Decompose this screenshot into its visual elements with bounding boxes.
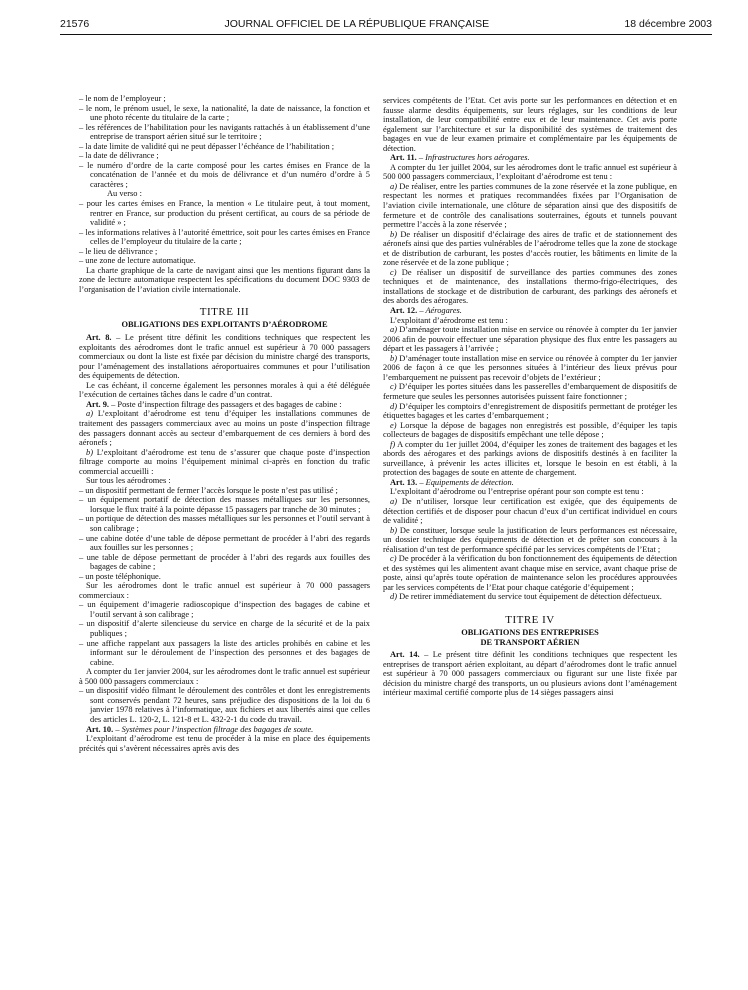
list-item: – le nom, le prénom usuel, le sexe, la nationalité, la date de naissance, la fonction et une photo récente du titulaire de la carte ;: [79, 103, 370, 123]
article-label: Art. 11.: [390, 153, 417, 163]
paragraph: c) D’équiper les portes situées dans les passerelles d’embarquement de dispositifs de fermeture que seules les personnes autorisées puissent faire fonctionner ;: [383, 382, 677, 401]
paragraph: a) D’aménager toute installation mise en service ou rénovée à compter du 1er janvier 2006 afin de pouvoir effectuer une séparation physique des flux entre les passagers au départ et les passagers à l’arrivée ;: [383, 325, 677, 354]
title-iv: TITRE IV: [505, 613, 555, 626]
list-item: – une affiche rappelant aux passagers la liste des articles prohibés en cabine et les informant sur le déroulement de l’inspection des personnes et des bagages de cabine.: [79, 638, 370, 667]
paragraph: L’exploitant d’aérodrome est tenu de procéder à la mise en place des équipements précités qui s’avèrent nécessaires après avis des: [79, 734, 370, 753]
article-12: Art. 12. – Aérogares.: [390, 306, 462, 316]
list-item: – une zone de lecture automatique.: [79, 256, 196, 266]
paragraph: a) De n’utiliser, lorsque leur certification est exigée, que des équipements de détection certifiés et de disposer pour chacun d’eux d’un certificat individuel en cours de validité ;: [383, 496, 677, 526]
title-iii-subtitle: OBLIGATIONS DES EXPLOITANTS D’AÉRODROME: [121, 320, 328, 330]
article-14: Art. 14. – Le présent titre définit les conditions techniques que respectent les entreprises de transport aérien exploitant, au départ d’aérodromes dont le trafic annuel est supérieur à 70 000 passagers commerciaux ou figurant sur une liste fixée par décision du ministre chargé des transports, un ou plusieurs avions dont l’aménagement intérieur maximal certifié comporte plus de 14 sièges passagers ainsi: [383, 650, 677, 698]
list-item: – le nom de l’employeur ;: [79, 94, 166, 103]
right-column: [383, 96, 677, 698]
page-number: 21576: [60, 18, 90, 30]
list-item: – le lieu de délivrance ;: [79, 246, 158, 256]
list-item: – un portique de détection des masses métalliques sur les personnes et l’outil servant à son calibrage ;: [79, 514, 370, 534]
paragraph: A compter du 1er juillet 2004, sur les aérodromes dont le trafic annuel est supérieur à 500 000 passagers commerciaux, l’exploitant d’aérodrome est tenu :: [383, 162, 677, 182]
paragraph: f) A compter du 1er juillet 2004, d’équiper les zones de traitement des bagages et les abords des aérogares et des parkings avions de dispositifs destinés à en faciliter la surveillance, à prévenir les actes illicites et, lorsque le besoin en est établi, à la protection des bagages de soute en attente de chargement.: [383, 439, 677, 478]
paragraph: e) Lorsque la dépose de bagages non enregistrés est possible, d’équiper les tapis collecteurs de bagages de dispositifs empêchant une telle dépose ;: [383, 420, 677, 440]
paragraph: b) L’exploitant d’aérodrome est tenu de s’assurer que chaque poste d’inspection filtrage comporte au moins l’équipement minimal ci-après en fonction du trafic commercial accueilli :: [79, 447, 370, 476]
journal-title: JOURNAL OFFICIEL DE LA RÉPUBLIQUE FRANÇAISE: [224, 18, 490, 30]
list-item: – la date limite de validité qui ne peut dépasser l’échéance de l’habilitation ;: [79, 141, 335, 151]
left-column: [79, 94, 370, 753]
article-label: Art. 12.: [390, 306, 418, 316]
paragraph: La charte graphique de la carte de navigant ainsi que les mentions figurant dans la zone de lecture automatique respectent les spécifications du document DOC 9303 de l’organisation de l’aviation civile internationale.: [79, 265, 370, 294]
article-11: Art. 11. – Infrastructures hors aérogares.: [390, 153, 530, 163]
list-item: – la date de délivrance ;: [79, 151, 159, 161]
issue-date: 18 décembre 2003: [624, 18, 712, 30]
list-equipment-500000: [79, 686, 370, 724]
header-rule: [60, 34, 712, 35]
list-equipment-all: [79, 486, 370, 581]
paragraph: Le cas échéant, il concerne également les personnes morales à qui a été déléguée l’exécution de certaines tâches dans le cadre d’un contrat.: [79, 380, 370, 400]
list-item: – un dispositif permettant de fermer l’accès lorsque le poste n’est pas utilisé ;: [79, 485, 338, 495]
article-label: Art. 9.: [86, 399, 110, 409]
list-item: – une cabine dotée d’une table de dépose permettant de procéder à l’abri des regards aux fouilles sur les personnes ;: [79, 533, 370, 553]
paragraph: d) De retirer immédiatement du service tout équipement de détection défectueux.: [390, 592, 662, 602]
title-iv-subtitle: OBLIGATIONS DES ENTREPRISES DE TRANSPORT AÉRIEN: [461, 627, 599, 647]
article-label: Art. 10.: [86, 724, 114, 734]
paragraph: L’exploitant d’aérodrome est tenu :: [390, 315, 508, 325]
paragraph: services compétents de l’Etat. Cet avis porte sur les performances en détection et en fausse alarme desdits équipements, sur leurs réglages, sur les conditions de leur installation, de leur compatibilité entre eux et de leur maintenance. Cet avis porte également sur l’architecture et sur la disponibilité des systèmes de traitement des bagages en vue de leur examen primaire et complémentaire par les équipements de détection.: [383, 96, 677, 153]
list-item: – une table de dépose permettant de procéder à l’abri des regards aux fouilles des bagages de cabine ;: [79, 552, 370, 572]
list-item: – les références de l’habilitation pour les navigants rattachés à un établissement d’une entreprise de transport aérien situé sur le territoire ;: [79, 122, 370, 142]
paragraph: b) D’aménager toute installation mise en service ou rénovée à compter du 1er janvier 2006 de façon à ce que les personnes situées à l’intérieur des lieux prévus pour l’embarquement ne puissent pas recevoir d’objets de l’extérieur ;: [383, 353, 677, 382]
paragraph: Sur les aérodromes dont le trafic annuel est supérieur à 70 000 passagers commerciaux :: [79, 581, 370, 600]
article-9: Art. 9. – Poste d’inspection filtrage des passagers et des bagages de cabine :: [86, 399, 342, 409]
list-item: – les informations relatives à l’autorité émettrice, soit pour les cartes émises en France celles de l’employeur du titulaire de la carte ;: [79, 227, 370, 247]
list-card-recto: [79, 94, 370, 189]
article-8: Art. 8. – Le présent titre définit les conditions techniques que respectent les exploitants des aérodromes dont le trafic annuel est supérieur à 70 000 passagers commerciaux ou dont la liste est fixée par décision du ministre chargé des transports, pour l’aménagement des installations aéroportuaires communes et pour l’utilisation des équipements de détection.: [79, 333, 370, 381]
paragraph: A compter du 1er janvier 2004, sur les aérodromes dont le trafic annuel est supérieur à 500 000 passagers commerciaux :: [79, 667, 370, 686]
article-label: Art. 14.: [390, 650, 420, 660]
paragraph: c) De procéder à la vérification du bon fonctionnement des équipements de détection et des systèmes qui les alimentent avant chaque mise en service, avant chaque prise de poste, ainsi qu’après toute opération de maintenance selon les procédures approuvées par les services compétents de l’Etat pour chaque catégorie d’équipement ;: [383, 554, 677, 592]
article-label: Art. 8.: [86, 333, 112, 343]
paragraph: a) De réaliser, entre les parties communes de la zone réservée et la zone publique, en respectant les normes et pratiques recommandées fixées par l’Organisation de l’aviation civile internationale, une clôture de séparation ainsi que des dispositifs de fermeture et de contrôle des canalisations souterraines, égouts et tunnels pouvant permettre l’accès à la zone réservée ;: [383, 181, 677, 230]
list-item: – un dispositif d’alerte silencieuse du service en charge de la sécurité et de la paix publiques ;: [79, 619, 370, 639]
list-card-verso: [79, 199, 370, 266]
paragraph: a) L’exploitant d’aérodrome est tenu d’équiper les installations communes de traitement des passagers commerciaux avec au moins un poste d’inspection filtrage des passagers donnant accès au secteur d’embarquement de ces derniers à bord des aéronefs ;: [79, 409, 370, 448]
paragraph: c) De réaliser un dispositif de surveillance des parties communes des zones techniques et de maintenance, des installations thermo-frigo-électriques, des installations de stockage et de distribution de carburant, des parkings des aéronefs et des abords des aérogares.: [383, 267, 677, 306]
list-item: – le numéro d’ordre de la carte composé pour les cartes émises en France de la concaténation de l’année et du mois de délivrance et d’un numéro d’ordre à 5 caractères ;: [79, 160, 370, 189]
list-item: – un équipement portatif de détection des masses métalliques sur les personnes, lorsque le flux traité à la pointe dépasse 15 passagers par tranche de 30 minutes ;: [79, 495, 370, 514]
verso-label: Au verso :: [107, 189, 142, 199]
paragraph: L’exploitant d’aérodrome ou l’entreprise opérant pour son compte est tenu :: [390, 487, 644, 497]
list-item: – un équipement d’imagerie radioscopique d’inspection des bagages de cabine et l’outil servant à son calibrage ;: [79, 600, 370, 619]
article-10: Art. 10. – Systèmes pour l’inspection filtrage des bagages de soute.: [86, 724, 314, 734]
title-iii: TITRE III: [199, 306, 250, 319]
list-item: – un poste téléphonique.: [79, 571, 161, 581]
paragraph: d) D’équiper les comptoirs d’enregistrement de dispositifs permettant de protéger les étiquettes bagages et les cartes d’embarquement ;: [383, 401, 677, 421]
paragraph: b) De réaliser un dispositif d’éclairage des aires de trafic et de stationnement des aéronefs ainsi que des parties vulnérables de l’aérodrome telles que la zone de stockage et de distribution de carburant, les postes d’accès routier, les bâtiments en limite de la zone réservée et de la zone publique ;: [383, 229, 677, 268]
paragraph: b) De constituer, lorsque seule la justification de leurs performances est nécessaire, un dossier technique des équipements de détection et de prêter son concours à la réalisation d’un test de performance spécifié par les services compétents de l’Etat ;: [383, 525, 677, 554]
list-equipment-70000: [79, 600, 370, 667]
list-item: – pour les cartes émises en France, la mention « Le titulaire peut, à tout moment, rentrer en France, sur production du présent certificat, au cours de sa période de validité » ;: [79, 199, 370, 228]
paragraph: Sur tous les aérodromes :: [86, 476, 171, 486]
page-header: [60, 18, 712, 32]
list-item: – un dispositif vidéo filmant le déroulement des contrôles et dont les enregistrements sont conservés pendant 72 heures, sans préjudice des dispositions de la loi du 6 janvier 1978 relatives à l’informatique, aux fichiers et aux libertés ainsi que celles des articles L. 120-2, L. 121-8 et L. 432-2-1 du code du travail.: [79, 686, 370, 724]
article-label: Art. 13.: [390, 477, 418, 487]
article-13: Art. 13. – Equipements de détection.: [390, 477, 514, 487]
